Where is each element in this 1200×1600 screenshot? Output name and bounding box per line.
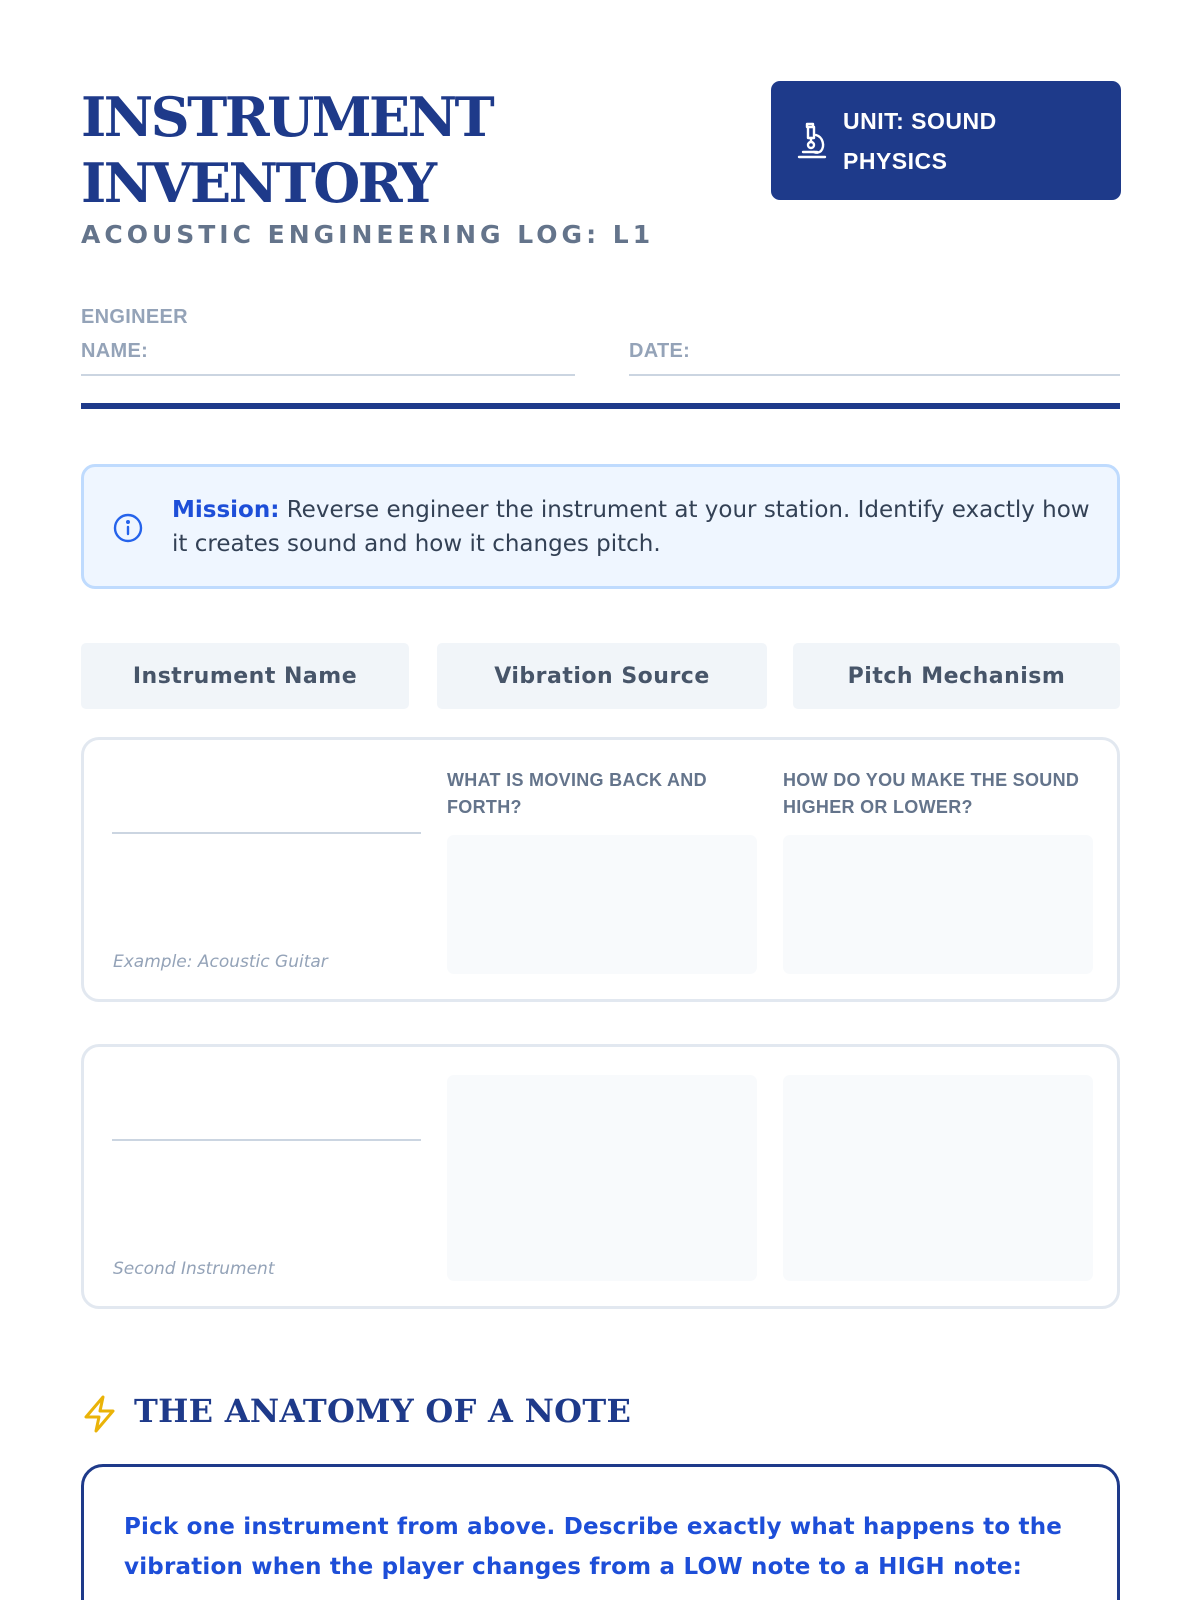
page-subtitle: ACOUSTIC ENGINEERING LOG: L1 (81, 220, 655, 249)
microscope-icon (795, 120, 829, 160)
date-field[interactable] (629, 374, 1120, 376)
anatomy-prompt: Pick one instrument from above. Describe exactly what happens to the vibration when the player changes from a LOW note to a HIGH note: (124, 1514, 1063, 1580)
mission-lead: Mission: (172, 497, 280, 523)
unit-badge (771, 81, 1121, 200)
pitch-answer-box-1[interactable] (783, 835, 1093, 974)
column-header-pitch-mechanism: Pitch Mechanism (793, 643, 1120, 709)
header-divider (81, 403, 1120, 409)
engineer-name-field[interactable] (81, 374, 575, 376)
vibration-answer-box-1[interactable] (447, 835, 757, 974)
anatomy-card (81, 1464, 1120, 1600)
info-icon (112, 512, 144, 544)
vibration-answer-box-2[interactable] (447, 1075, 757, 1281)
unit-badge-label: UNIT: SOUND PHYSICS (843, 108, 997, 174)
instrument-name-hint-2: Second Instrument (113, 1259, 275, 1279)
lightning-bolt-icon (81, 1394, 118, 1434)
column-header-instrument-name: Instrument Name (81, 643, 409, 709)
engineer-name-label-line-2: NAME: (81, 340, 149, 362)
engineer-name-label (81, 300, 188, 368)
page-title (81, 84, 641, 216)
pitch-prompt-1: HOW DO YOU MAKE THE SOUND HIGHER OR LOWER? (783, 770, 1080, 817)
worksheet-page (81, 0, 1120, 1600)
vibration-prompt-1: WHAT IS MOVING BACK AND FORTH? (447, 770, 707, 817)
title-line-1: INSTRUMENT (81, 85, 493, 149)
pitch-answer-box-2[interactable] (783, 1075, 1093, 1281)
instrument-name-field-1[interactable] (112, 832, 421, 834)
instrument-row-2 (81, 1044, 1120, 1309)
column-header-vibration-source: Vibration Source (437, 643, 767, 709)
date-label: DATE: (629, 340, 691, 362)
anatomy-section-title: THE ANATOMY OF A NOTE (134, 1392, 632, 1430)
mission-text (172, 493, 1092, 561)
instrument-name-field-2[interactable] (112, 1139, 421, 1141)
instrument-name-hint-1: Example: Acoustic Guitar (113, 952, 328, 972)
engineer-name-label-line-1: ENGINEER (81, 306, 188, 328)
mission-callout (81, 464, 1120, 589)
instrument-row-1 (81, 737, 1120, 1002)
title-line-2: INVENTORY (81, 151, 435, 215)
mission-body: Reverse engineer the instrument at your station. Identify exactly how it creates sound and how it changes pitch. (172, 497, 1090, 557)
